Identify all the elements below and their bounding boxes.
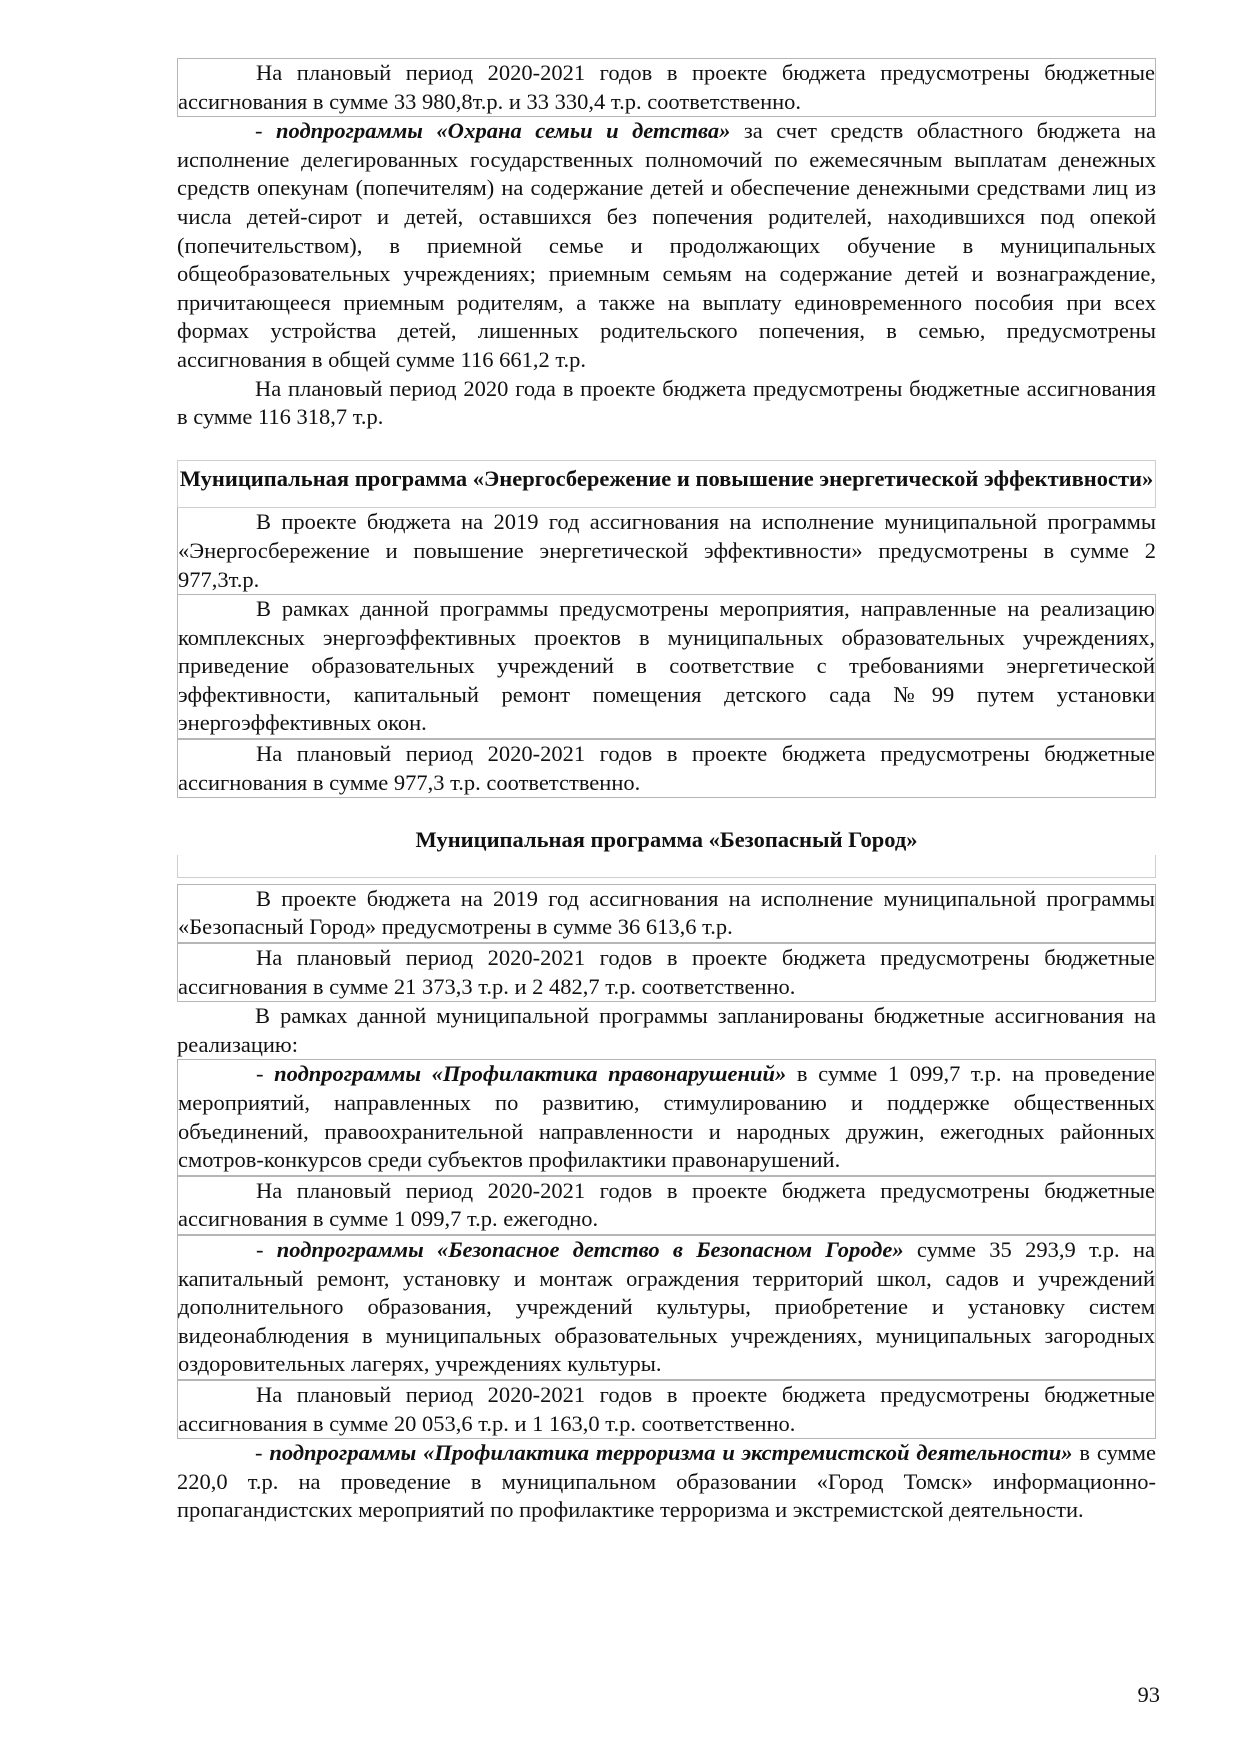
paragraph-energy-budget: В проекте бюджета на 2019 год ассигнования на исполнение муниципальной программы «Энергосбережение и повышение энергетической эффективности» предусмотрены в сумме 2 977,3т.р.: [177, 508, 1156, 594]
paragraph-safe-city-budget: В проекте бюджета на 2019 год ассигнования на исполнение муниципальной программы «Безопасный Город» предусмотрены в сумме 36 613,6 т.р.: [177, 884, 1156, 943]
paragraph-energy-measures: В рамках данной программы предусмотрены мероприятия, направленные на реализацию комплексных энергоэффективных проектов в муниципальных образовательных учреждениях, приведение образовательных учреждений в соответствие с требованиями энергетической эффективности, капитальный ремонт помещения детского сада №99 путем установки энергоэффективных окон.: [177, 594, 1156, 739]
heading-section-energy: [177, 460, 1156, 509]
dash-prefix: -: [255, 1440, 270, 1466]
subprogram-text: за счет средств областного бюджета на исполнение делегированных государственных полномочий по ежемесячным выплатам денежных средств опекунам (попечителям) на содержание детей и обеспечение денежными средствами лиц из числа детей-сирот и детей, оставшихся без попечения родителей, находившихся под опекой (попечительством), в приемной семье и продолжающих обучение в муниципальных общеобразовательных учреждениях; приемным семьям на содержание детей и вознаграждение, причитающееся приемным родителям, а также на выплату единовременного пособия при всех формах устройства детей, лишенных родительского попечения, в семью, предусмотрены ассигнования в общей сумме 116 661,2 т.р.: [177, 118, 1157, 372]
dash-prefix: -: [256, 1236, 277, 1262]
paragraph-offense-subprogram: [177, 1059, 1156, 1175]
spacer: [177, 798, 1156, 826]
page-number: 93: [1137, 1682, 1160, 1707]
subprogram-text: в сумме 1 099,7 т.р. на проведение мероприятий, направленных по развитию, стимулированию и поддержке общественных объединений, правоохранительной направленности и народных дружин, ежегодных районных смотров-конкурсов среди субъектов профилактики правонарушений.: [178, 1061, 1156, 1173]
paragraph-terrorism-subprogram: [177, 1439, 1156, 1525]
heading-safe-city-program: Муниципальная программа «Безопасный Город»: [415, 827, 918, 853]
subprogram-text: в сумме 220,0 т.р. на проведение в муниципальном образовании «Город Томск» информационно-пропагандистских мероприятий по профилактике терроризма и экстремистской деятельности.: [177, 1440, 1157, 1523]
heading-energy-program: Муниципальная программа «Энергосбережение и повышение энергетической эффективности»: [179, 465, 1154, 491]
subprogram-title: подпрограммы «Профилактика правонарушений»: [274, 1061, 787, 1087]
spacer: [177, 432, 1156, 460]
paragraph-planned-period-1: На плановый период 2020-2021 годов в проекте бюджета предусмотрены бюджетные ассигнования в сумме 33 980,8т.р. и 33 330,4 т.р. соответственно.: [177, 58, 1156, 117]
paragraph-safe-childhood-subprogram: [177, 1235, 1156, 1380]
paragraph-planned-period-2020: На плановый период 2020 года в проекте бюджета предусмотрены бюджетные ассигнования в сумме 116 318,7 т.р.: [177, 375, 1156, 430]
subprogram-text: сумме 35 293,9 т.р. на капитальный ремонт, установку и монтаж ограждения территорий школ, садов и учреждений дополнительного образования, учреждений культуры, приобретение и установку систем видеонаблюдения в муниципальных образовательных учреждениях, муниципальных загородных оздоровительных лагерях, учреждениях культуры.: [178, 1236, 1155, 1377]
paragraph-safe-childhood-planned: На плановый период 2020-2021 годов в проекте бюджета предусмотрены бюджетные ассигнования в сумме 20 053,6 т.р. и 1 163,0 т.р. соответственно.: [177, 1380, 1156, 1439]
paragraph-family-subprogram: [177, 117, 1156, 374]
subprogram-title: подпрограммы «Профилактика терроризма и экстремистской деятельности»: [269, 1440, 1073, 1466]
dash-prefix: -: [256, 1061, 275, 1087]
paragraph-energy-planned: На плановый период 2020-2021 годов в проекте бюджета предусмотрены бюджетные ассигнования в сумме 977,3 т.р. соответственно.: [177, 739, 1156, 798]
blank-row: [177, 855, 1156, 878]
paragraph-safe-city-planned: На плановый период 2020-2021 годов в проекте бюджета предусмотрены бюджетные ассигнования в сумме 21 373,3 т.р. и 2 482,7 т.р. соответственно.: [177, 943, 1156, 1002]
dash-prefix: -: [255, 118, 276, 144]
paragraph-offense-planned: На плановый период 2020-2021 годов в проекте бюджета предусмотрены бюджетные ассигнования в сумме 1 099,7 т.р. ежегодно.: [177, 1176, 1156, 1235]
paragraph-safe-city-scope: В рамках данной муниципальной программы запланированы бюджетные ассигнования на реализацию:: [177, 1003, 1156, 1057]
document-page: [177, 58, 1156, 1525]
subprogram-title: подпрограммы «Безопасное детство в Безопасном Городе»: [276, 1236, 904, 1262]
subprogram-title: подпрограммы «Охрана семьи и детства»: [276, 118, 731, 144]
